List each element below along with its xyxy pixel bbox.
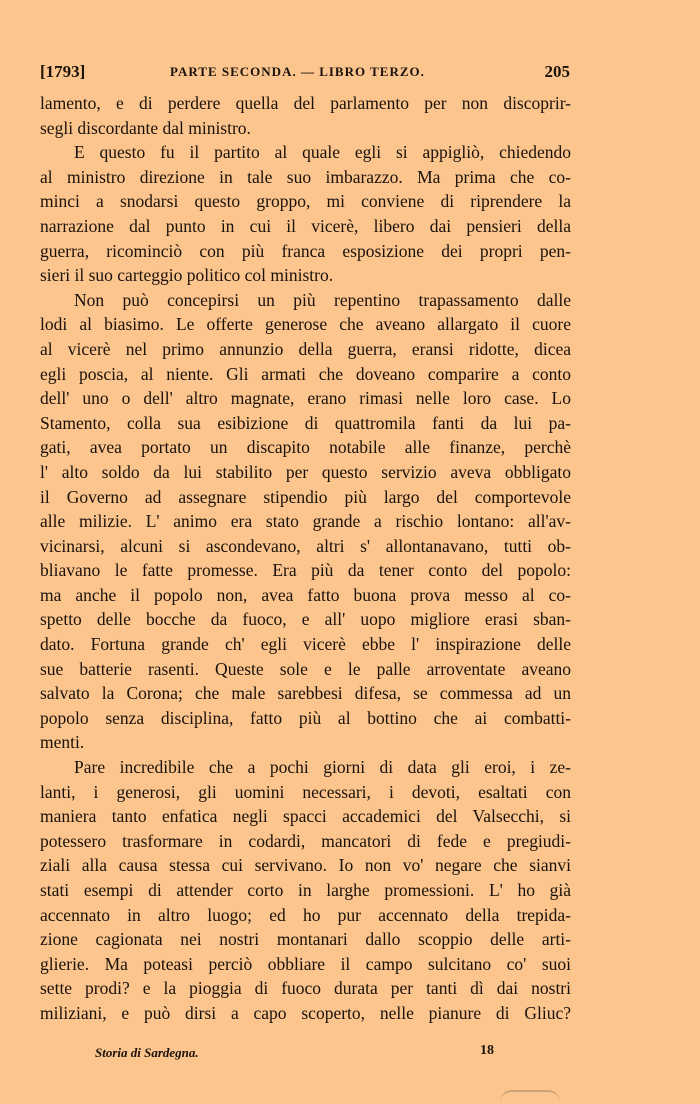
text-line: lodi al biasimo. Le offerte generose che aveano allargato il cuore: [40, 314, 571, 335]
header-title: PARTE SECONDA. — LIBRO TERZO.: [170, 64, 425, 79]
text-line: lanti, i generosi, gli uomini necessari, i devoti, esaltati con: [40, 781, 571, 802]
text-line: minci a snodarsi questo groppo, mi conviene di riprendere la: [40, 191, 571, 212]
scan-smudge: [500, 1090, 560, 1102]
text-line: narrazione dal punto in cui il vicerè, libero dai pensieri della: [40, 215, 571, 236]
header-year: [1793]: [40, 62, 86, 81]
text-line: glierie. Ma poteasi perciò obbliare il campo sulcitano co' suoi: [40, 953, 571, 974]
text-line: zione cagionata nei nostri montanari dallo scoppio delle arti-: [40, 929, 571, 950]
text-line: accennato in altro luogo; ed ho pur accennato della trepida-: [40, 904, 571, 925]
page-number: 205: [544, 62, 570, 81]
text-line: il Governo ad assegnare stipendio più largo del comportevole: [40, 486, 571, 507]
text-line: guerra, ricominciò con più franca esposizione dei propri pen-: [40, 240, 571, 261]
text-line: miliziani, e può dirsi a capo scoperto, nelle pianure di Gliuc?: [40, 1002, 571, 1023]
text-line: maniera tanto enfatica negli spacci accademici del Valsecchi, si: [40, 806, 571, 827]
text-line: E questo fu il partito al quale egli si appigliò, chiedendo: [74, 142, 571, 163]
text-line: ma anche il popolo non, avea fatto buona prova messo al co-: [40, 584, 571, 605]
text-line: potessero trasformare in codardi, mancatori di fede e pregiudi-: [40, 830, 571, 851]
text-line: Non può concepirsi un più repentino trapassamento dalle: [74, 289, 571, 310]
text-line: gati, avea portato un discapito notabile alle finanze, perchè: [40, 437, 571, 458]
signature-mark: 18: [480, 1043, 494, 1058]
text-line: vicinarsi, alcuni si ascondevano, altri s' allontanavano, tutti ob-: [40, 535, 571, 556]
text-line: menti.: [40, 732, 85, 753]
text-line: salvato la Corona; che male sarebbesi difesa, se commessa ad un: [40, 683, 571, 704]
text-line: stati esempi di attender corto in larghe promessioni. L' ho già: [40, 880, 571, 900]
text-line: alle milizie. L' animo era stato grande a rischio lontano: all'av-: [40, 511, 571, 532]
text-line: sieri il suo carteggio politico col ministro.: [40, 265, 334, 286]
page-footer: [95, 1045, 515, 1065]
text-line: segli discordante dal ministro.: [40, 117, 251, 138]
text-line: Pare incredibile che a pochi giorni di data gli eroi, i ze-: [74, 757, 571, 778]
text-line: spetto delle bocche da fuoco, e all' uopo migliore erasi sban-: [40, 609, 571, 630]
text-line: sue batterie rasenti. Queste sole e le palle arroventate aveano: [40, 658, 571, 679]
text-line: dato. Fortuna grande ch' egli vicerè ebbe l' inspirazione delle: [40, 634, 571, 655]
text-line: egli poscia, al niente. Gli armati che doveano comparire a conto: [40, 363, 571, 384]
text-line: sette prodi? e la pioggia di fuoco durata per tanti dì dai nostri: [40, 978, 571, 999]
text-line: al vicerè nel primo annunzio della guerra, eransi ridotte, dicea: [40, 338, 571, 359]
text-line: ziali alla causa stessa cui servivano. Io non vo' negare che sianvi: [40, 855, 571, 876]
text-line: Stamento, colla sua esibizione di quattromila fanti da lui pa-: [40, 412, 571, 433]
text-line: bliavano le fatte promesse. Era più da tener conto del popolo:: [40, 560, 571, 581]
footer-book-title: Storia di Sardegna.: [95, 1045, 199, 1060]
text-line: al ministro direzione in tale suo imbarazzo. Ma prima che co-: [40, 166, 571, 187]
running-header: [40, 62, 570, 84]
text-line: popolo senza disciplina, fatto più al bottino che ai combatti-: [40, 707, 571, 728]
text-line: dell' uno o dell' altro magnate, erano rimasi nelle loro case. Lo: [40, 388, 571, 409]
text-line: l' alto soldo da lui stabilito per questo servizio aveva obbligato: [40, 461, 571, 482]
text-line: lamento, e di perdere quella del parlamento per non discoprir-: [40, 93, 571, 113]
body-text: [40, 91, 571, 1026]
